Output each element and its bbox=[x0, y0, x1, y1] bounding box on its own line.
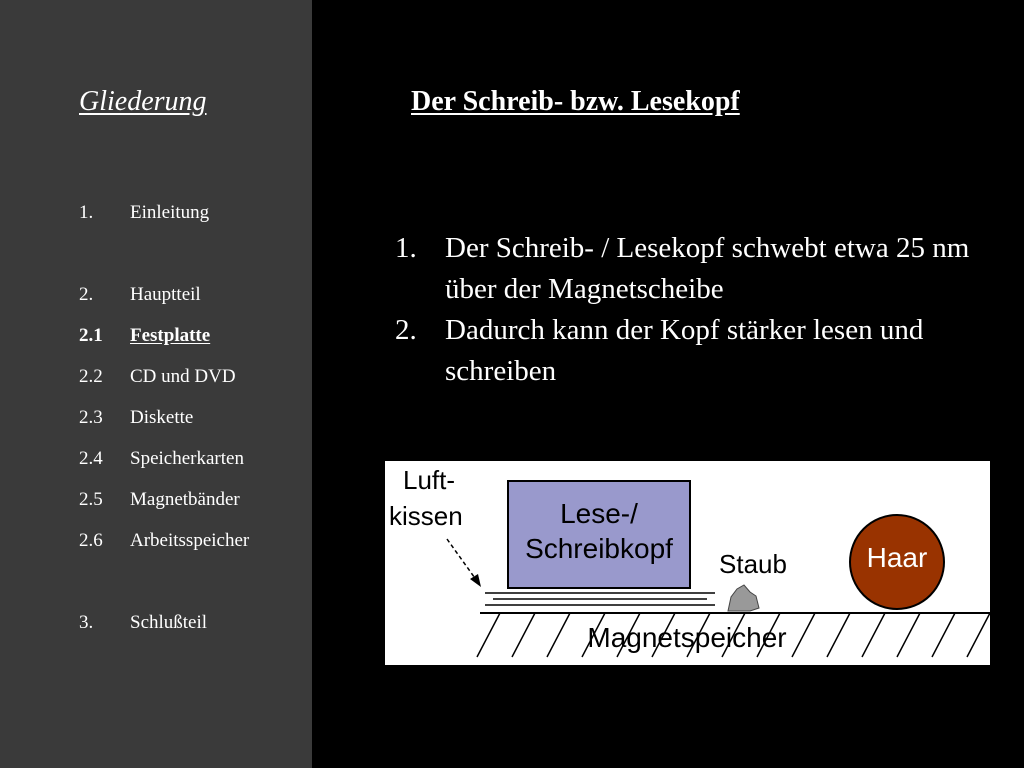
bullet-point bbox=[395, 228, 995, 310]
bullet-number: 1. bbox=[395, 232, 417, 264]
outline-item-label: Hauptteil bbox=[130, 284, 201, 305]
air-cushion-label-line1: Luft- bbox=[403, 465, 456, 495]
head-label-line1: Lese-/ bbox=[560, 498, 638, 529]
air-cushion-label-line2: kissen bbox=[389, 501, 463, 531]
outline-item-number: 2.6 bbox=[79, 530, 103, 551]
slide-title: Der Schreib- bzw. Lesekopf bbox=[411, 86, 740, 117]
outline-item-number: 1. bbox=[79, 202, 94, 223]
outline-item-number: 2.3 bbox=[79, 407, 103, 428]
bullet-point bbox=[395, 310, 995, 392]
outline-item-label: Diskette bbox=[130, 407, 194, 428]
outline-item-label: Schlußteil bbox=[130, 612, 208, 633]
outline-item-number: 2.1 bbox=[79, 325, 103, 346]
bullet-text: Dadurch kann der Kopf stärker lesen und schreiben bbox=[445, 314, 924, 387]
outline-item-number: 2.2 bbox=[79, 366, 103, 387]
outline-item-number: 2.5 bbox=[79, 489, 103, 510]
bullet-text: Der Schreib- / Lesekopf schwebt etwa 25 nm über der Magnetscheibe bbox=[445, 232, 970, 305]
outline-item-label: Speicherkarten bbox=[130, 448, 244, 469]
outline-item-label: CD und DVD bbox=[130, 366, 236, 387]
outline-title: Gliederung bbox=[79, 86, 207, 117]
outline-item-label: Magnetbänder bbox=[130, 489, 240, 510]
dust-label: Staub bbox=[719, 549, 787, 579]
hair-label: Haar bbox=[866, 542, 928, 573]
bullet-list bbox=[395, 228, 995, 392]
outline-item-label: Einleitung bbox=[130, 202, 210, 223]
outline-item-label: Arbeitsspeicher bbox=[130, 530, 250, 551]
magnetic-storage-label: Magnetspeicher bbox=[587, 622, 787, 653]
outline-item-number: 2. bbox=[79, 284, 94, 305]
bullet-number: 2. bbox=[395, 314, 417, 346]
head-label-line2: Schreibkopf bbox=[525, 533, 673, 564]
air-cushion-lines bbox=[485, 593, 715, 605]
outline-sidebar bbox=[0, 0, 312, 768]
outline-item-label: Festplatte bbox=[130, 325, 211, 346]
arrow-icon bbox=[447, 539, 481, 587]
dust-particle bbox=[728, 585, 759, 611]
read-write-head-diagram bbox=[385, 461, 990, 665]
outline-item-number: 2.4 bbox=[79, 448, 103, 469]
outline-item-number: 3. bbox=[79, 612, 94, 633]
